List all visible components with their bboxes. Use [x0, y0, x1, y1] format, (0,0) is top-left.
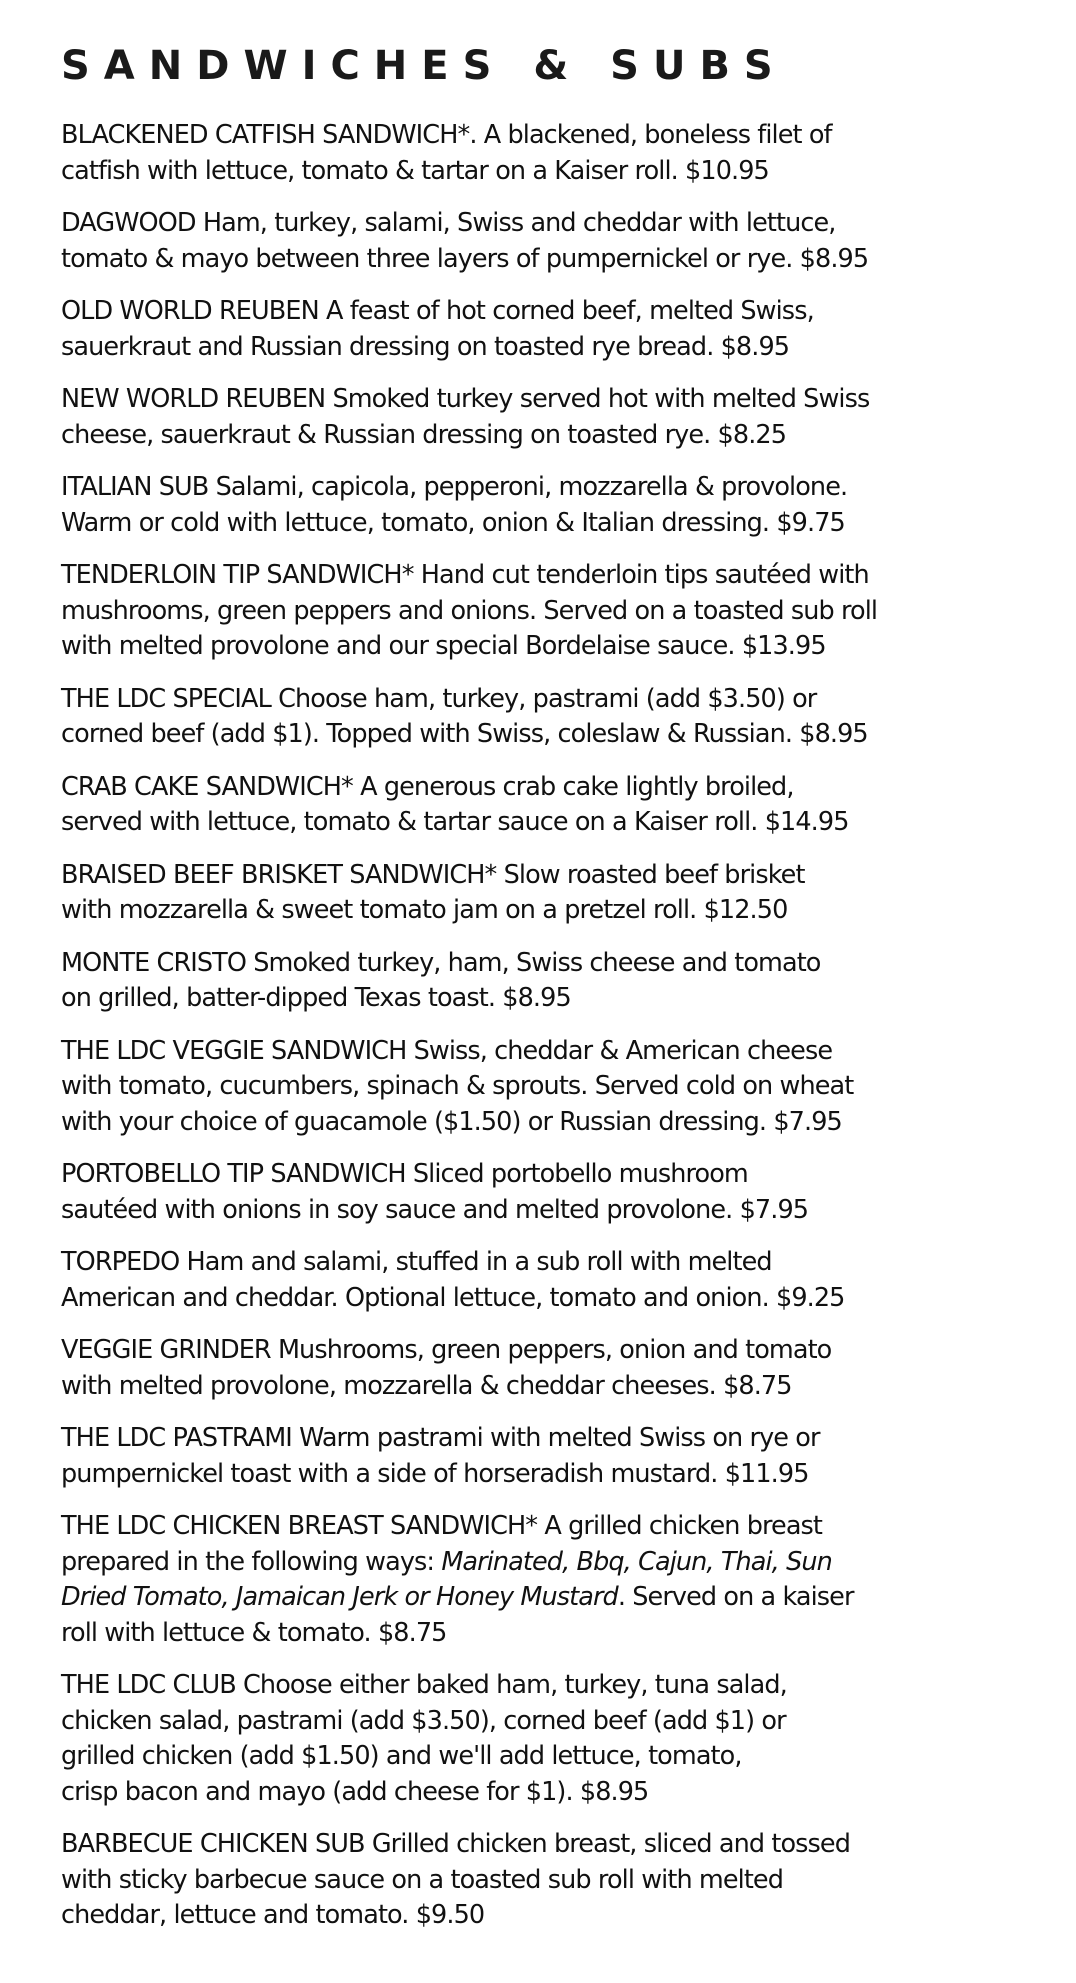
item-text-line: cheese, sauerkraut & Russian dressing on toasted rye. $8.25 [61, 419, 787, 450]
item-text-line: roll with lettuce & tomato. $8.75 [61, 1617, 447, 1648]
item-text-line: ITALIAN SUB Salami, capicola, pepperoni, mozzarella & provolone. [61, 472, 848, 502]
item-text-line: OLD WORLD REUBEN A feast of hot corned beef, melted Swiss, [61, 296, 814, 326]
item-text-line: THE LDC CHICKEN BREAST SANDWICH* A grilled chicken breast [61, 1511, 823, 1541]
menu-item-ldc-club [61, 1668, 1051, 1810]
item-text-line: corned beef (add $1). Topped with Swiss, coleslaw & Russian. $8.95 [61, 719, 868, 749]
item-text-line: with sticky barbecue sauce on a toasted sub roll with melted [61, 1864, 784, 1895]
item-text-plain: . Served on a kaiser [617, 1582, 854, 1612]
menu-item-veggie-grinder [61, 1333, 1051, 1404]
item-text-line: Warm or cold with lettuce, tomato, onion & Italian dressing. $9.75 [61, 507, 845, 538]
item-text-line: served with lettuce, tomato & tartar sauce on a Kaiser roll. $14.95 [61, 807, 849, 837]
menu-item-new-world-reuben [61, 382, 1051, 453]
item-text-line: American and cheddar. Optional lettuce, tomato and onion. $9.25 [61, 1282, 845, 1313]
item-text-line: crisp bacon and mayo (add cheese for $1). $8.95 [61, 1776, 649, 1807]
item-text-line: with melted provolone, mozzarella & cheddar cheeses. $8.75 [61, 1370, 792, 1401]
menu-item-ldc-pastrami [61, 1421, 1051, 1492]
item-text-line: catfish with lettuce, tomato & tartar on a Kaiser roll. $10.95 [61, 155, 769, 186]
item-text-line: THE LDC PASTRAMI Warm pastrami with melted Swiss on rye or [61, 1423, 820, 1453]
item-text-line: sauerkraut and Russian dressing on toasted rye bread. $8.95 [61, 331, 790, 362]
menu-item-monte-cristo [61, 946, 1051, 1017]
item-text-line: BLACKENED CATFISH SANDWICH*. A blackened, boneless filet of [61, 120, 832, 150]
menu-item-list [61, 118, 1051, 1934]
menu-item-blackened-catfish-sandwich [61, 118, 1051, 189]
item-text-line: MONTE CRISTO Smoked turkey, ham, Swiss cheese and tomato [61, 947, 821, 978]
item-text-line: grilled chicken (add $1.50) and we'll add lettuce, tomato, [61, 1741, 742, 1771]
item-text-line: on grilled, batter-dipped Texas toast. $8.95 [61, 983, 571, 1013]
menu-item-ldc-veggie-sandwich [61, 1034, 1051, 1141]
item-text-italic: Dried Tomato, Jamaican Jerk or Honey Mustard [61, 1582, 618, 1612]
section-title: SANDWICHES & SUBS [61, 43, 787, 89]
item-text-line [61, 1580, 1051, 1616]
menu-item-italian-sub [61, 470, 1051, 541]
item-text-line: VEGGIE GRINDER Mushrooms, green peppers, onion and tomato [61, 1335, 832, 1365]
item-text-line: THE LDC SPECIAL Choose ham, turkey, pastrami (add $3.50) or [61, 683, 817, 714]
item-text-line: TORPEDO Ham and salami, stuffed in a sub roll with melted [61, 1247, 772, 1277]
item-text-line: pumpernickel toast with a side of horseradish mustard. $11.95 [61, 1458, 809, 1489]
item-text-line: tomato & mayo between three layers of pumpernickel or rye. $8.95 [61, 243, 869, 274]
menu-item-dagwood [61, 206, 1051, 277]
item-text-line: mushrooms, green peppers and onions. Served on a toasted sub roll [61, 595, 878, 626]
menu-item-braised-beef-brisket-sandwich [61, 858, 1051, 929]
menu-item-ldc-chicken-breast-sandwich [61, 1509, 1051, 1651]
item-text-line: NEW WORLD REUBEN Smoked turkey served hot with melted Swiss [61, 384, 870, 414]
item-text-line: with your choice of guacamole ($1.50) or Russian dressing. $7.95 [61, 1106, 842, 1137]
menu-item-ldc-special [61, 682, 1051, 753]
item-text-line: cheddar, lettuce and tomato. $9.50 [61, 1900, 485, 1930]
item-text-italic: Marinated, Bbq, Cajun, Thai, Sun [441, 1546, 832, 1577]
item-text-plain: prepared in the following ways: [61, 1546, 442, 1577]
item-text-line: BRAISED BEEF BRISKET SANDWICH* Slow roasted beef brisket [61, 859, 805, 890]
item-text-line: PORTOBELLO TIP SANDWICH Sliced portobello mushroom [61, 1159, 748, 1189]
item-text-line: DAGWOOD Ham, turkey, salami, Swiss and cheddar with lettuce, [61, 208, 836, 238]
item-text-line: BARBECUE CHICKEN SUB Grilled chicken breast, sliced and tossed [61, 1829, 850, 1859]
menu-item-torpedo [61, 1245, 1051, 1316]
item-text-line: CRAB CAKE SANDWICH* A generous crab cake lightly broiled, [61, 771, 794, 802]
menu-item-barbecue-chicken-sub [61, 1827, 1051, 1934]
item-text-line: THE LDC CLUB Choose either baked ham, turkey, tuna salad, [61, 1670, 787, 1700]
item-text-line: sautéed with onions in soy sauce and melted provolone. $7.95 [61, 1194, 809, 1225]
item-text-line: with melted provolone and our special Bordelaise sauce. $13.95 [61, 631, 826, 661]
menu-item-portobello-tip-sandwich [61, 1157, 1051, 1228]
menu-section [61, 0, 1051, 1951]
menu-item-old-world-reuben [61, 294, 1051, 365]
item-text-line: chicken salad, pastrami (add $3.50), corned beef (add $1) or [61, 1705, 786, 1736]
item-text-line: with tomato, cucumbers, spinach & sprouts. Served cold on wheat [61, 1071, 854, 1101]
item-text-line [61, 1545, 1051, 1581]
item-text-line: with mozzarella & sweet tomato jam on a pretzel roll. $12.50 [61, 895, 788, 925]
menu-item-crab-cake-sandwich [61, 770, 1051, 841]
menu-item-tenderloin-tip-sandwich [61, 558, 1051, 665]
item-text-line: THE LDC VEGGIE SANDWICH Swiss, cheddar & American cheese [61, 1035, 833, 1066]
item-text-line: TENDERLOIN TIP SANDWICH* Hand cut tenderloin tips sautéed with [61, 560, 869, 590]
